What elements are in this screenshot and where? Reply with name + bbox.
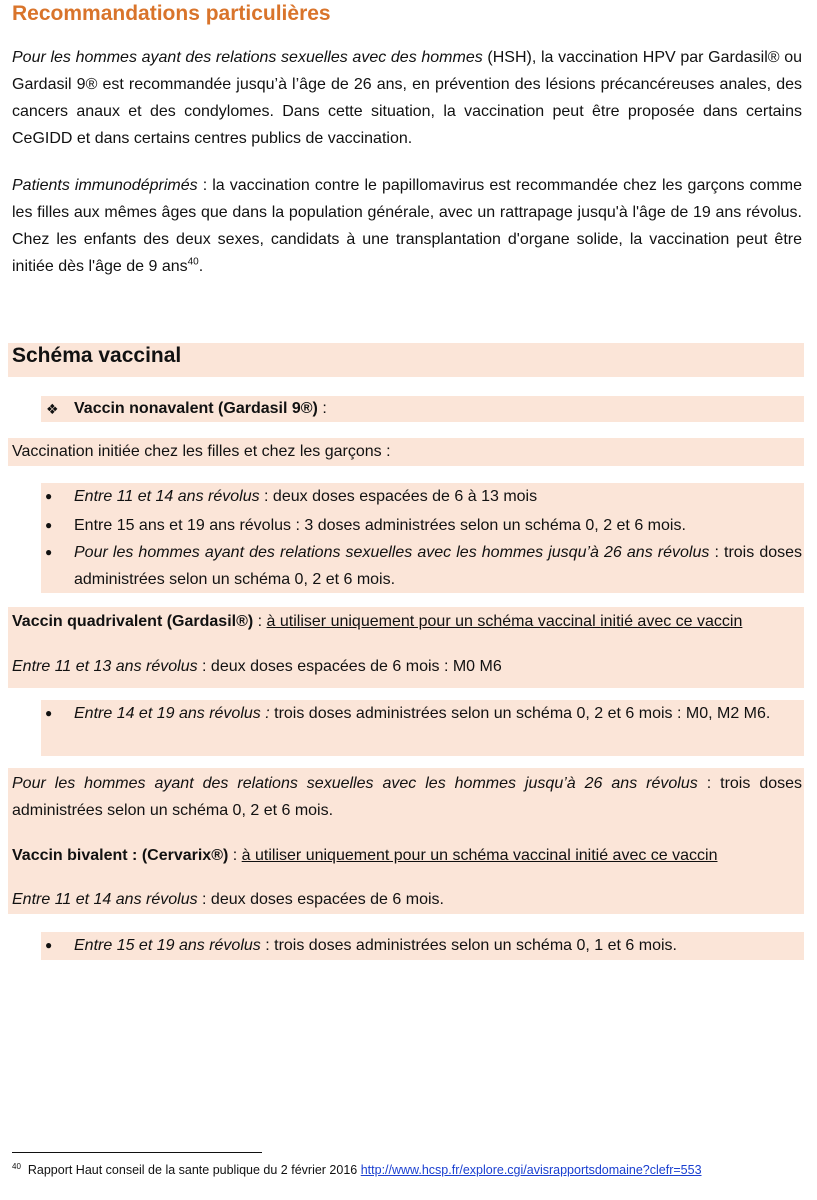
section-title-schema: Schéma vaccinal [12, 344, 182, 367]
bullet-icon: ● [45, 489, 53, 503]
bullet-icon: ● [45, 518, 53, 532]
quadrivalent-heading: Vaccin quadrivalent (Gardasil®) : à utiliser uniquement pour un schéma vaccinal initié avec ce vaccin [12, 613, 743, 630]
hsh-intro: Pour les hommes ayant des relations sexuelles avec des hommes [12, 49, 483, 66]
footnote-number: 40 [12, 1162, 21, 1171]
footnote-link[interactable]: http://www.hcsp.fr/explore.cgi/avisrapportsdomaine?clefr=553 [360, 1163, 702, 1178]
hsh-text: (HSH), la vaccination HPV par Gardasil® ou Gardasil 9® est recommandée jusqu’à l’âge de 26 ans, en prévention des lésions précancéreuses anales, des cancers anaux et des condylomes. Dans cette situation, la vaccination peut être proposée dans certains CeGIDD et dans certains centres publics de vaccination. [12, 49, 803, 147]
footnote [12, 1162, 702, 1177]
nonavalent-heading: Vaccin nonavalent (Gardasil 9®) : [74, 400, 327, 417]
quadri-11-13: Entre 11 et 13 ans révolus : deux doses espacées de 6 mois : M0 M6 [12, 658, 502, 675]
footnote-ref: 40 [187, 256, 199, 268]
paragraph-immunodeprimes: Patients immunodéprimés : la vaccination contre le papillomavirus est recommandée chez les garçons comme les filles aux mêmes âges que dans la population générale, avec un rattrapage jusqu'à l'âge de 19 ans révolus. Chez les enfants des deux sexes, candidats à une transplantation d'organe solide, la vaccination peut être initiée dès l'âge de 9 ans$^{40}$. [12, 177, 803, 275]
list-item: Pour les hommes ayant des relations sexuelles avec les hommes jusqu’à 26 ans révolus : trois doses administrées selon un schéma 0, 2 et 6 mois. [74, 544, 803, 588]
bullet-icon: ● [45, 938, 53, 952]
bullet-icon: ● [45, 545, 53, 559]
vaccination-initiee: Vaccination initiée chez les filles et chez les garçons : [12, 443, 391, 460]
list-item: Entre 15 ans et 19 ans révolus : 3 doses administrées selon un schéma 0, 2 et 6 mois. [74, 517, 686, 534]
bi-11-14: Entre 11 et 14 ans révolus : deux doses espacées de 6 mois. [12, 891, 444, 908]
quadri-hsh: Pour les hommes ayant des relations sexuelles avec les hommes jusqu’à 26 ans révolus : trois doses administrées selon un schéma 0, 2 et 6 mois. [12, 775, 803, 819]
paragraph-hsh [12, 44, 802, 152]
footnote-text: Rapport Haut conseil de la sante publique du 2 février 2016 [27, 1163, 361, 1178]
quadri-14-19: Entre 14 et 19 ans révolus : trois doses administrées selon un schéma 0, 2 et 6 mois : M0, M2 M6. [74, 705, 771, 722]
immuno-intro: Patients immunodéprimés [12, 177, 198, 194]
footnote-divider [12, 1152, 262, 1153]
bivalent-heading: Vaccin bivalent : (Cervarix®) : à utiliser uniquement pour un schéma vaccinal initié avec ce vaccin [12, 847, 718, 864]
list-item: Entre 11 et 14 ans révolus : deux doses espacées de 6 à 13 mois [74, 488, 538, 505]
bi-15-19: Entre 15 et 19 ans révolus : trois doses administrées selon un schéma 0, 1 et 6 mois. [74, 937, 677, 954]
diamond-bullet-icon: ❖ [46, 401, 59, 417]
bullet-icon: ● [45, 706, 53, 720]
immuno-text: : la vaccination contre le papillomavirus est recommandée chez les garçons comme les filles aux mêmes âges que dans la population générale, avec un rattrapage jusqu'à l'âge de 19 ans révolus. Chez les enfants des deux sexes, candidats à une transplantation d'organe solide, la vaccination peut être initiée dès l'âge de 9 ans [12, 177, 803, 275]
section-title-recommandations: Recommandations particulières [12, 2, 331, 25]
